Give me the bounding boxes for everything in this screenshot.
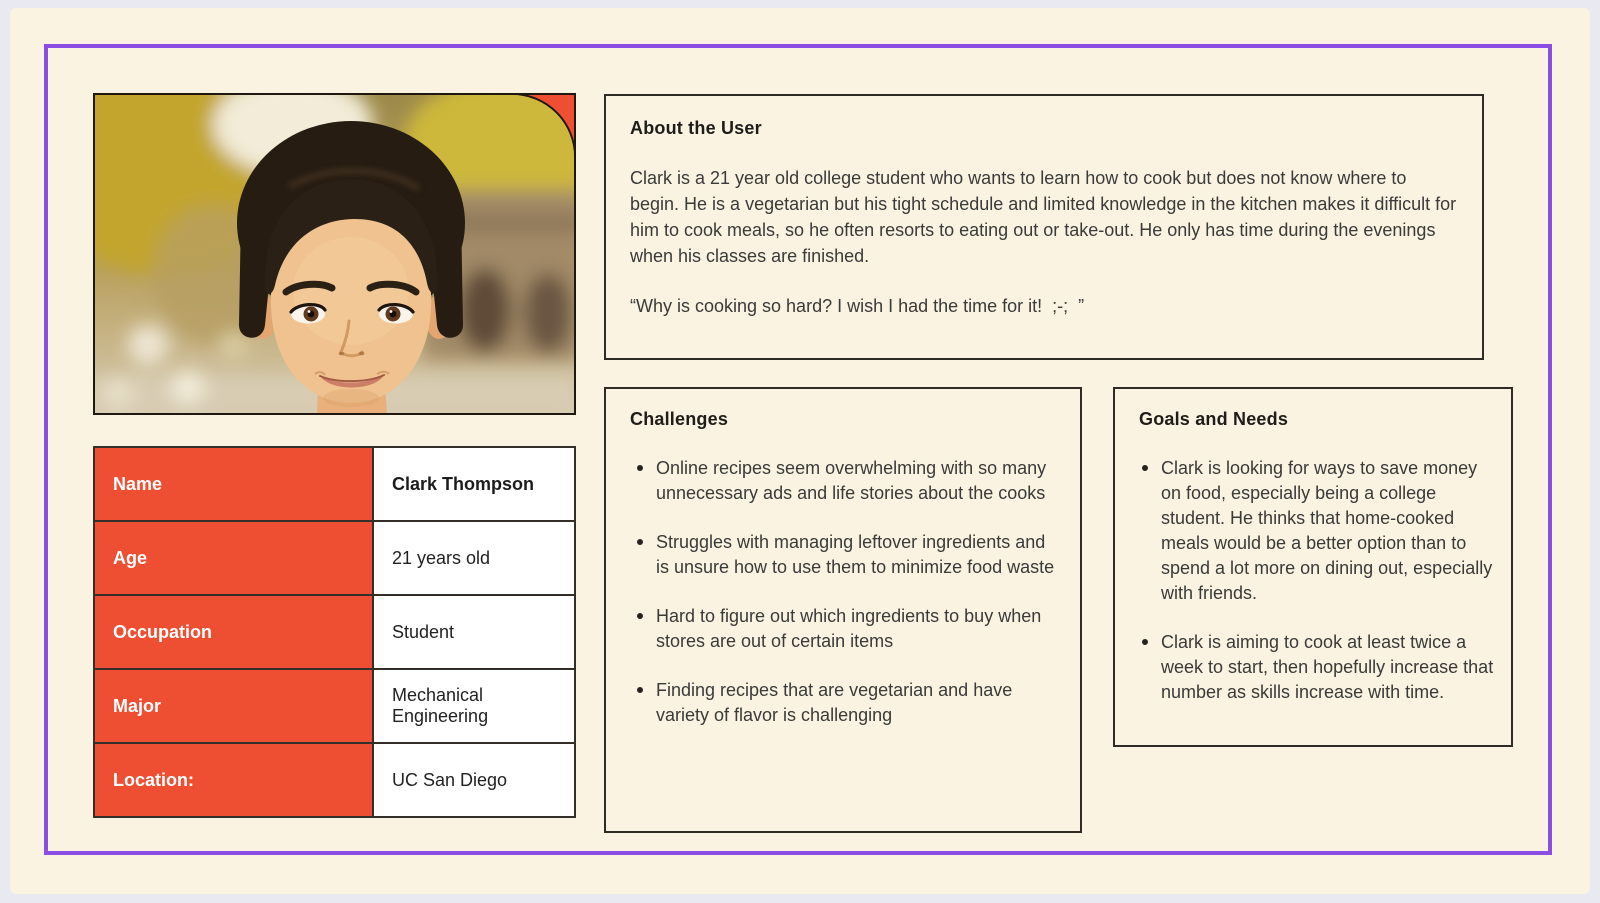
- list-item: Clark is aiming to cook at least twice a week to start, then hopefully increase that number as skills increase with time.: [1135, 630, 1497, 705]
- row-label: Occupation: [94, 595, 373, 669]
- about-paragraph: Clark is a 21 year old college student who wants to learn how to cook but does not know where to begin. He is a vegetarian but his tight schedule and limited knowledge in the kitchen makes it difficult for him to cook meals, so he often resorts to eating out or take-out. He only has time during the evenings when his classes are finished.: [630, 168, 1457, 266]
- photo-corner-accent: [93, 93, 576, 415]
- profile-photo-frame: [93, 93, 576, 415]
- row-label: Age: [94, 521, 373, 595]
- goals-list: [1135, 456, 1497, 705]
- goals-box: [1113, 387, 1513, 747]
- challenges-box: [604, 387, 1082, 833]
- about-title: About the User: [630, 118, 762, 138]
- table-row-location: [94, 743, 575, 817]
- row-label: Name: [94, 447, 373, 521]
- list-item: Online recipes seem overwhelming with so many unnecessary ads and life stories about the cooks: [630, 456, 1056, 506]
- list-item: Clark is looking for ways to save money on food, especially being a college student. He thinks that home-cooked meals would be a better option than to spend a lot more on dining out, especially with friends.: [1135, 456, 1497, 606]
- table-row-major: [94, 669, 575, 743]
- list-item: Struggles with managing leftover ingredients and is unsure how to use them to minimize food waste: [630, 530, 1056, 580]
- row-label: Major: [94, 669, 373, 743]
- list-item: Finding recipes that are vegetarian and have variety of flavor is challenging: [630, 678, 1056, 728]
- row-value: Student: [373, 595, 575, 669]
- profile-photo: [95, 95, 574, 413]
- row-value: Clark Thompson: [373, 447, 575, 521]
- row-label: Location:: [94, 743, 373, 817]
- challenges-list: [630, 456, 1056, 728]
- goals-title: Goals and Needs: [1139, 409, 1289, 429]
- challenges-title: Challenges: [630, 409, 729, 429]
- list-item: Hard to figure out which ingredients to buy when stores are out of certain items: [630, 604, 1056, 654]
- row-value: 21 years old: [373, 521, 575, 595]
- row-value: Mechanical Engineering: [373, 669, 575, 743]
- table-row-name: [94, 447, 575, 521]
- row-value: UC San Diego: [373, 743, 575, 817]
- table-row-age: [94, 521, 575, 595]
- profile-table: [93, 446, 576, 818]
- table-row-occupation: [94, 595, 575, 669]
- about-box: [604, 94, 1484, 360]
- about-quote: “Why is cooking so hard? I wish I had the time for it! ;-; ”: [630, 296, 1085, 316]
